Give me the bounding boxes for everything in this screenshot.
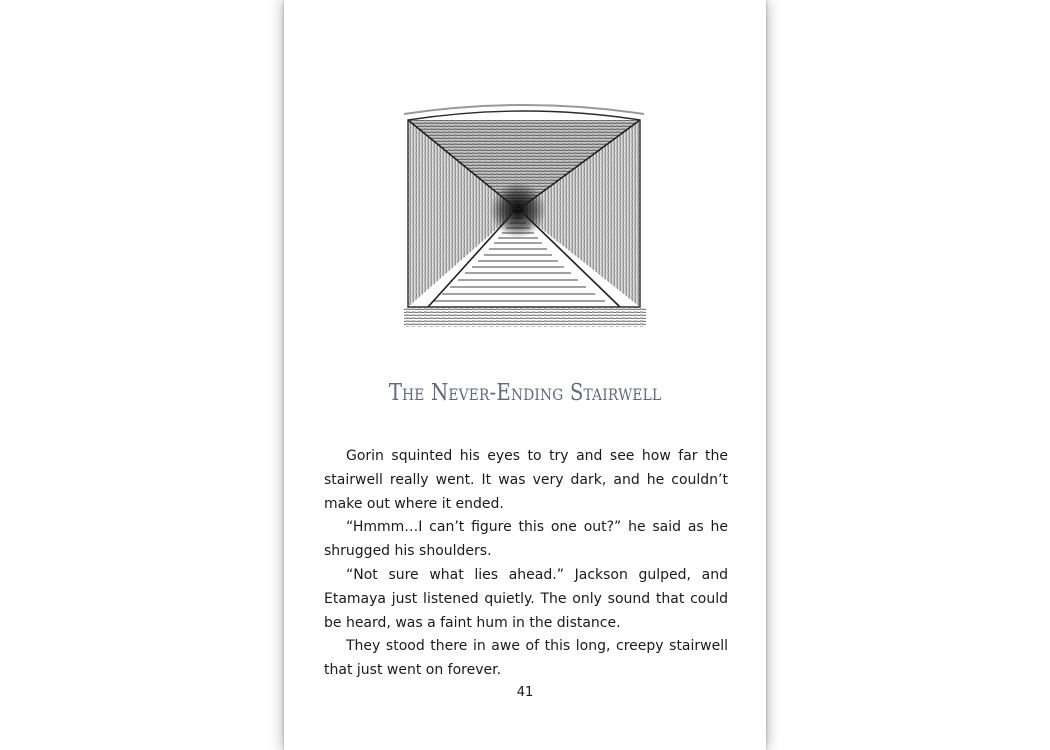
chapter-title: The Never-Ending Stairwell (388, 380, 662, 406)
body-text (324, 445, 728, 683)
page-number: 41 (516, 685, 534, 700)
stairwell-floor (404, 307, 646, 327)
stairwell-illustration (400, 92, 650, 337)
paragraph: “Not sure what lies ahead.” Jackson gulped, and Etamaya just listened quietly. The only sound that could be heard, was a faint hum in the distance. (324, 566, 728, 631)
book-page (284, 0, 766, 750)
paragraph: They stood there in awe of this long, creepy stairwell that just went on forever. (324, 638, 728, 679)
paragraph: Gorin squinted his eyes to try and see how far the stairwell really went. It was very dark, and he couldn’t make out where it ended. (324, 448, 728, 512)
paragraph: “Hmmm…I can’t figure this one out?” he said as he shrugged his shoulders. (324, 519, 728, 560)
